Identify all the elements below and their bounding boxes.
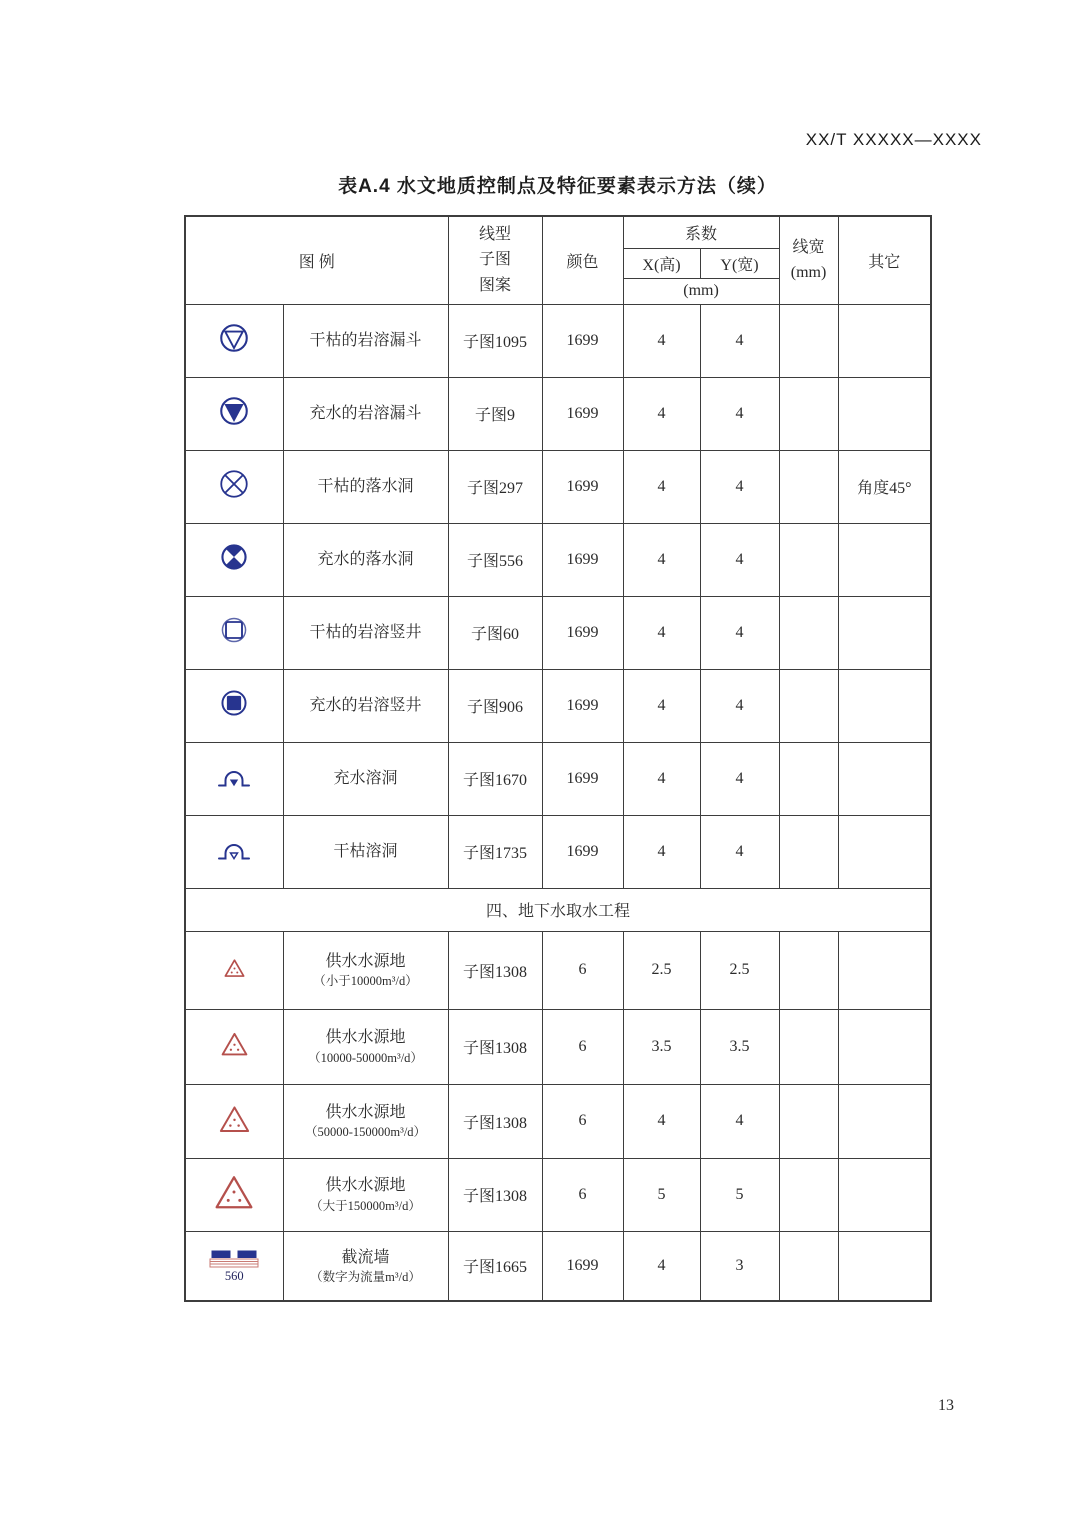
red-triangle-xlarge-icon	[213, 1173, 255, 1211]
color-cell: 1699	[542, 815, 623, 888]
legend-name-cell	[283, 523, 448, 596]
legend-name-cell	[283, 742, 448, 815]
other-cell	[838, 1009, 931, 1084]
legend-name-cell	[283, 450, 448, 523]
x-cell: 4	[623, 596, 700, 669]
legend-symbol-cell	[185, 1231, 283, 1301]
col-header-other: 其它	[838, 216, 931, 304]
color-cell: 1699	[542, 1231, 623, 1301]
subfigure-cell: 子图1095	[448, 304, 542, 377]
col-header-linewidth	[779, 216, 838, 304]
subfigure-cell: 子图1308	[448, 1009, 542, 1084]
legend-name: 干枯的岩溶竖井	[309, 623, 422, 641]
page-number: 13	[938, 1397, 954, 1414]
circle-triangle-outline-icon	[217, 321, 251, 355]
col-header-linetype	[448, 216, 542, 304]
x-cell: 4	[623, 669, 700, 742]
legend-symbol-cell	[185, 304, 283, 377]
legend-name: 充水的落水洞	[317, 550, 414, 568]
subfigure-cell: 子图1665	[448, 1231, 542, 1301]
standard-code: XX/T XXXXX—XXXX	[805, 130, 982, 149]
color-cell: 1699	[542, 742, 623, 815]
table-row	[185, 1009, 931, 1084]
x-cell: 3.5	[623, 1009, 700, 1084]
linewidth-line-1: 线宽	[792, 238, 825, 256]
y-cell: 4	[700, 815, 779, 888]
subfigure-cell: 子图556	[448, 523, 542, 596]
legend-symbol-cell	[185, 450, 283, 523]
legend-symbol-cell	[185, 1158, 283, 1231]
other-cell	[838, 1158, 931, 1231]
x-cell: 4	[623, 377, 700, 450]
linewidth-cell	[779, 815, 838, 888]
subfigure-cell: 子图297	[448, 450, 542, 523]
other-cell	[838, 931, 931, 1009]
legend-name-cell	[283, 1009, 448, 1084]
y-cell: 4	[700, 1084, 779, 1158]
subfigure-cell: 子图906	[448, 669, 542, 742]
y-cell: 5	[700, 1158, 779, 1231]
legend-symbol-cell	[185, 377, 283, 450]
red-triangle-large-icon	[218, 1104, 251, 1134]
legend-name: 充水的岩溶竖井	[309, 696, 422, 714]
other-cell	[838, 1231, 931, 1301]
x-cell: 4	[623, 742, 700, 815]
wall-flow-label: 560	[224, 1269, 244, 1284]
other-cell	[838, 377, 931, 450]
legend-name: 供水水源地	[325, 1029, 406, 1047]
legend-name-cell	[283, 669, 448, 742]
color-cell: 6	[542, 1009, 623, 1084]
legend-sub: （数字为流量m³/d）	[310, 1269, 421, 1284]
color-cell: 1699	[542, 596, 623, 669]
legend-sub: （大于150000m³/d）	[310, 1198, 421, 1213]
legend-symbol-cell	[185, 669, 283, 742]
y-cell: 4	[700, 669, 779, 742]
linetype-line-2: 子图	[479, 251, 512, 269]
color-cell: 1699	[542, 450, 623, 523]
legend-name: 干枯的落水洞	[317, 477, 414, 495]
linewidth-cell	[779, 1084, 838, 1158]
table-row	[185, 596, 931, 669]
table-row	[185, 450, 931, 523]
other-cell	[838, 742, 931, 815]
linewidth-cell	[779, 523, 838, 596]
legend-sub: （50000-150000m³/d）	[304, 1125, 427, 1140]
linewidth-cell	[779, 596, 838, 669]
linewidth-cell	[779, 450, 838, 523]
legend-name: 充水溶洞	[333, 769, 398, 787]
linewidth-cell	[779, 1009, 838, 1084]
subfigure-cell: 子图60	[448, 596, 542, 669]
legend-name-cell	[283, 1084, 448, 1158]
y-cell: 2.5	[700, 931, 779, 1009]
legend-sub: （10000-50000m³/d）	[308, 1050, 423, 1065]
other-cell: 角度45°	[838, 450, 931, 523]
table-row	[185, 742, 931, 815]
other-cell	[838, 523, 931, 596]
legend-symbol-cell	[185, 931, 283, 1009]
color-cell: 6	[542, 1158, 623, 1231]
table-row	[185, 523, 931, 596]
subfigure-cell: 子图1308	[448, 1158, 542, 1231]
x-cell: 2.5	[623, 931, 700, 1009]
red-triangle-small-icon	[223, 958, 246, 978]
circle-square-filled-icon	[218, 687, 250, 719]
table-row	[185, 304, 931, 377]
y-cell: 4	[700, 377, 779, 450]
subfigure-cell: 子图9	[448, 377, 542, 450]
color-cell: 1699	[542, 377, 623, 450]
legend-name-cell	[283, 304, 448, 377]
y-cell: 4	[700, 304, 779, 377]
col-header-y-wide: Y(宽)	[700, 248, 779, 278]
section-row	[185, 888, 931, 931]
table-row	[185, 1084, 931, 1158]
red-triangle-medium-icon	[220, 1031, 249, 1057]
legend-symbol-cell	[185, 815, 283, 888]
linewidth-cell	[779, 931, 838, 1009]
legend-symbol-cell	[185, 1084, 283, 1158]
color-cell: 1699	[542, 523, 623, 596]
legend-symbol-cell	[185, 1009, 283, 1084]
subfigure-cell: 子图1735	[448, 815, 542, 888]
legend-symbol-cell	[185, 523, 283, 596]
arch-triangle-filled-icon	[214, 760, 254, 792]
legend-name-cell	[283, 1231, 448, 1301]
legend-name-cell	[283, 596, 448, 669]
other-cell	[838, 669, 931, 742]
other-cell	[838, 304, 931, 377]
y-cell: 3	[700, 1231, 779, 1301]
subfigure-cell: 子图1308	[448, 1084, 542, 1158]
y-cell: 4	[700, 523, 779, 596]
linetype-line-1: 线型	[479, 225, 512, 243]
legend-name: 截流墙	[341, 1248, 390, 1266]
x-cell: 4	[623, 304, 700, 377]
y-cell: 3.5	[700, 1009, 779, 1084]
col-header-legend: 图 例	[185, 216, 448, 304]
legend-name-cell	[283, 815, 448, 888]
other-cell	[838, 596, 931, 669]
color-cell: 1699	[542, 304, 623, 377]
col-header-coefficient: 系数	[623, 216, 779, 248]
section-title: 四、地下水取水工程	[185, 888, 931, 931]
table-row	[185, 931, 931, 1009]
linewidth-cell	[779, 1231, 838, 1301]
linewidth-cell	[779, 669, 838, 742]
col-header-color: 颜色	[542, 216, 623, 304]
y-cell: 4	[700, 450, 779, 523]
x-cell: 4	[623, 1231, 700, 1301]
legend-name: 充水的岩溶漏斗	[309, 404, 422, 422]
subfigure-cell: 子图1670	[448, 742, 542, 815]
table-row	[185, 815, 931, 888]
legend-name-cell	[283, 377, 448, 450]
cutoff-wall-icon	[207, 1247, 261, 1269]
circle-quadrant-filled-icon	[218, 541, 250, 573]
linewidth-cell	[779, 377, 838, 450]
legend-name: 供水水源地	[325, 1177, 406, 1195]
circle-triangle-filled-icon	[217, 394, 251, 428]
linewidth-line-2: (mm)	[790, 264, 827, 282]
legend-name: 干枯溶洞	[333, 842, 398, 860]
table-row	[185, 1231, 931, 1301]
subfigure-cell: 子图1308	[448, 931, 542, 1009]
color-cell: 1699	[542, 669, 623, 742]
x-cell: 4	[623, 450, 700, 523]
circle-diagonal-cross-icon	[217, 467, 251, 501]
linetype-line-3: 图案	[479, 277, 512, 295]
col-header-x-high: X(高)	[623, 248, 700, 278]
symbols-table	[184, 215, 932, 1302]
table-title: 表A.4 水文地质控制点及特征要素表示方法（续）	[338, 176, 777, 197]
legend-name-cell	[283, 1158, 448, 1231]
legend-name: 干枯的岩溶漏斗	[309, 331, 422, 349]
other-cell	[838, 1084, 931, 1158]
y-cell: 4	[700, 596, 779, 669]
linewidth-cell	[779, 1158, 838, 1231]
legend-symbol-cell	[185, 742, 283, 815]
x-cell: 4	[623, 523, 700, 596]
col-header-mm: (mm)	[623, 278, 779, 304]
other-cell	[838, 815, 931, 888]
table-row	[185, 377, 931, 450]
y-cell: 4	[700, 742, 779, 815]
legend-symbol-cell	[185, 596, 283, 669]
legend-name: 供水水源地	[325, 952, 406, 970]
color-cell: 6	[542, 931, 623, 1009]
x-cell: 4	[623, 1084, 700, 1158]
arch-triangle-outline-icon	[214, 833, 254, 865]
color-cell: 6	[542, 1084, 623, 1158]
table-row	[185, 669, 931, 742]
legend-sub: （小于10000m³/d）	[313, 974, 418, 989]
linewidth-cell	[779, 742, 838, 815]
x-cell: 4	[623, 815, 700, 888]
symbols-table-wrapper	[184, 215, 932, 1302]
x-cell: 5	[623, 1158, 700, 1231]
linewidth-cell	[779, 304, 838, 377]
legend-name-cell	[283, 931, 448, 1009]
legend-name: 供水水源地	[325, 1103, 406, 1121]
table-row	[185, 1158, 931, 1231]
circle-square-outline-icon	[218, 614, 250, 646]
